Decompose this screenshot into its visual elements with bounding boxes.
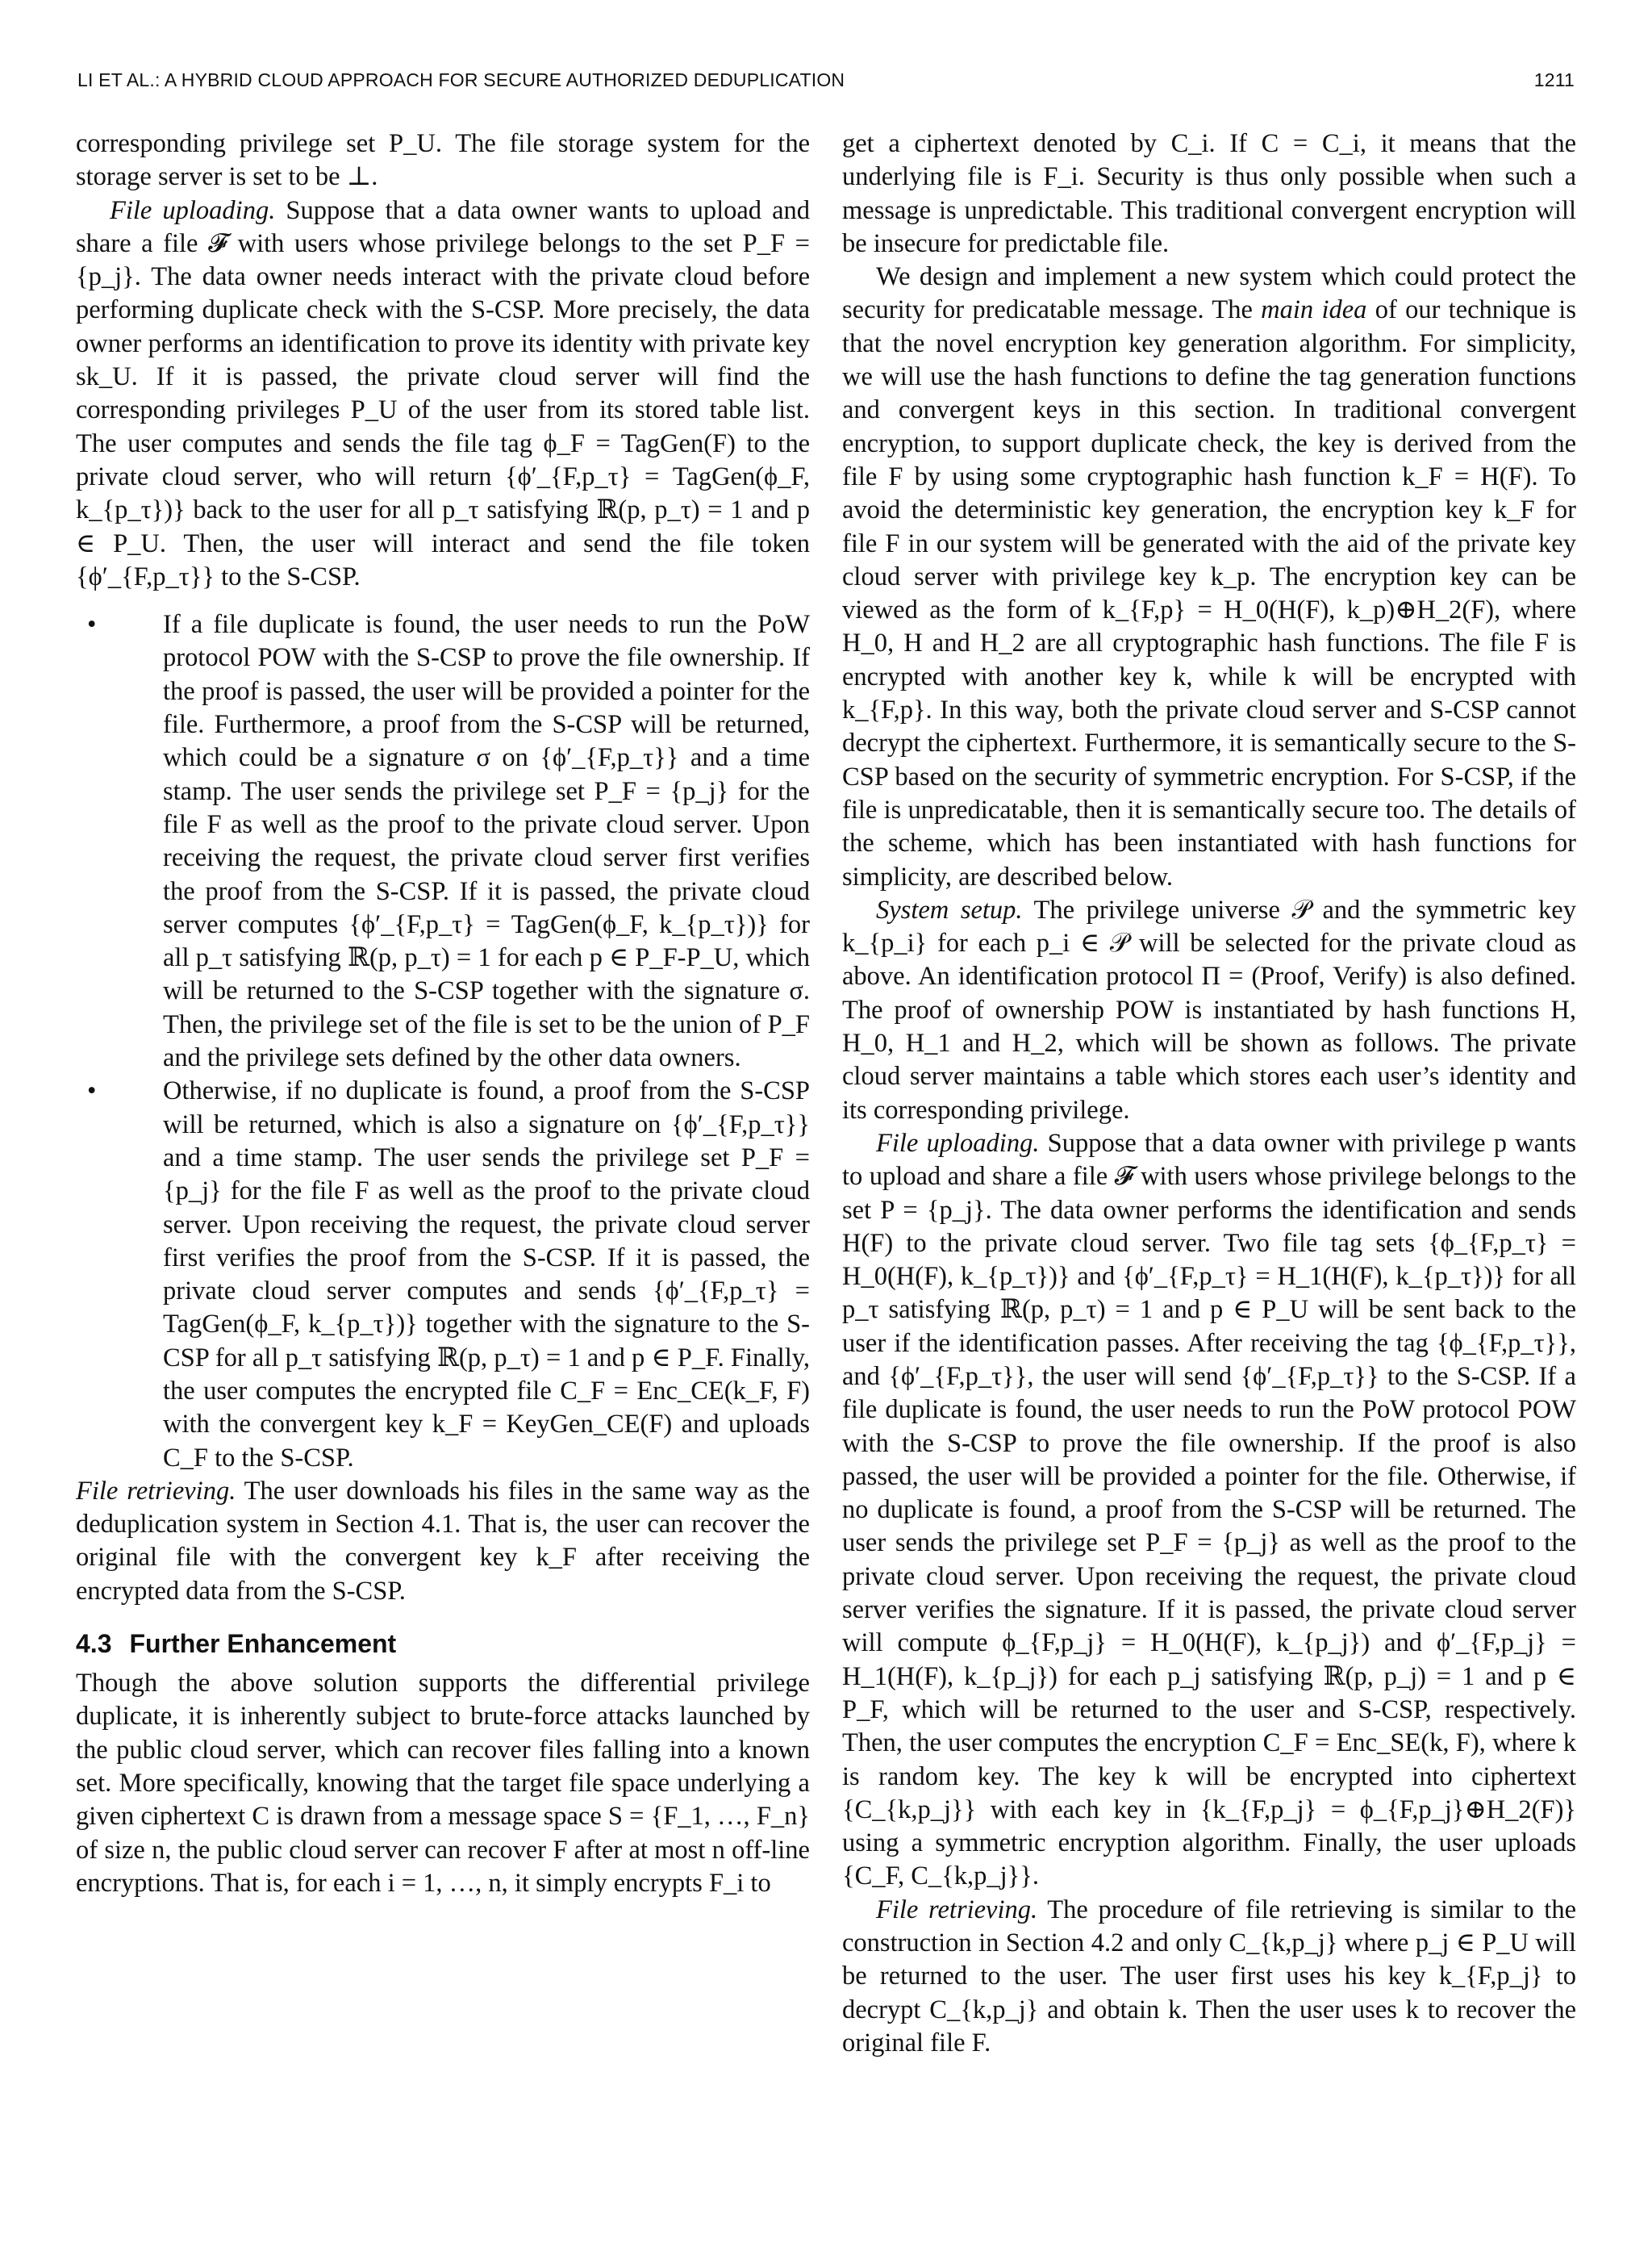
bullet-marker: • — [87, 610, 97, 640]
running-title: LI ET AL.: A HYBRID CLOUD APPROACH FOR SECURE AUTHORIZED DEDUPLICATION — [77, 69, 845, 90]
paragraph-design — [842, 261, 1576, 894]
run-in-heading-file-retrieving: File retrieving. — [76, 1476, 236, 1506]
paragraph-body: The privilege universe 𝒫 and the symmetric key k_{p_i} for each p_i ∈ 𝒫 will be selected for the private cloud as above. An identification protocol Π = (Proof, Verify) is also defined. The proof of ownership POW is instantiated by hash functions H, H_0, H_1 and H_2, which will be shown as follows. The private cloud server maintains a table which stores each user’s identity and its corresponding privilege. — [842, 895, 1576, 1125]
paragraph-body: We design and implement a new system which could protect the security for predicatable message. The — [842, 262, 1576, 325]
run-in-heading-file-uploading: File uploading. — [110, 195, 276, 225]
run-in-heading-file-uploading: File uploading. — [876, 1128, 1040, 1158]
paragraph-file-uploading-2 — [842, 1127, 1576, 1894]
paragraph-file-retrieving — [76, 1475, 810, 1608]
paragraph-continued: get a ciphertext denoted by C_i. If C = C_i, it means that the underlying file is F_i. Security is thus only possible when such a message is unpredictable. This traditional convergent encryption will be insecure for predictable file. — [842, 129, 1576, 258]
section-heading — [76, 1627, 810, 1661]
paragraph-body: The procedure of file retrieving is similar to the construction in Section 4.2 and only C_{k,p_j} where p_j ∈ P_U will be returned to the user. The user first uses his key k_{F,p_j} to decrypt C_{k,p_j} and obtain k. Then the user uses k to recover the original file F. — [842, 1895, 1576, 2058]
list-item-text: Otherwise, if no duplicate is found, a proof from the S-CSP will be returned, which is also a signature on {ϕ′_{F,p_τ}} and a time stamp. The user sends the privilege set P_F = {p_j} for the file F as well as the proof to the private cloud server. Upon receiving the request, the private cloud server first verifies the proof from the S-CSP. If it is passed, the private cloud server computes and sends {ϕ′_{F,p_τ} = TagGen(ϕ_F, k_{p_τ})} together with the signature to the S-CSP for all p_τ satisfying ℝ(p, p_τ) = 1 and p ∈ P_F. Finally, the user computes the encrypted file C_F = Enc_CE(k_F, F) with the convergent key k_F = KeyGen_CE(F) and uploads C_F to the S-CSP. — [163, 1076, 810, 1473]
paragraph-file-retrieving-2 — [842, 1894, 1576, 2060]
list-item — [76, 1075, 810, 1475]
paragraph-further-enhancement: Though the above solution supports the differential privilege duplicate, it is inherently subject to brute-force attacks launched by the public cloud server, which can recover files falling into a known set. More specifically, knowing that the target file space underlying a given ciphertext C is drawn from a message space S = {F_1, …, F_n} of size n, the public cloud server can recover F after at most n off-line encryptions. That is, for each i = 1, …, n, it simply encrypts F_i to — [76, 1669, 810, 1898]
paragraph-body: The user downloads his files in the same way as the deduplication system in Section 4.1. That is, the user can recover the original file with the convergent key k_F after receiving the encrypted data from the S-CSP. — [76, 1476, 810, 1606]
run-in-heading-system-setup: System setup. — [876, 895, 1023, 925]
run-in-heading-file-retrieving: File retrieving. — [876, 1895, 1038, 1924]
list-item-text: If a file duplicate is found, the user needs to run the PoW protocol POW with the S-CSP to prove the file ownership. If the proof is passed, the user will be provided a pointer for the file. Furthermore, a proof from the S-CSP will be returned, which could be a signature σ on {ϕ′_{F,p_τ}} and a time stamp. The user sends the privilege set P_F = {p_j} for the file F as well as the proof to the private cloud server. Upon receiving the request, the private cloud server first verifies the proof from the S-CSP. If it is passed, the private cloud server computes {ϕ′_{F,p_τ} = TagGen(ϕ_F, k_{p_τ})} for all p_τ satisfying ℝ(p, p_τ) = 1 for each p ∈ P_F-P_U, which will be returned to the S-CSP together with the signature σ. Then, the privilege set of the file is set to be the union of P_F and the privilege sets defined by the other data owners. — [163, 610, 810, 1073]
paragraph-body: Suppose that a data owner wants to upload and share a file 𝓕 with users whose privilege belongs to the set P_F = {p_j}. The data owner needs interact with the private cloud before performing duplicate check with the S-CSP. More precisely, the data owner performs an identification to prove its identity with private key sk_U. If it is passed, the private cloud server will find the corresponding privileges P_U of the user from its stored table list. The user computes and sends the file tag ϕ_F = TagGen(F) to the private cloud server, who will return {ϕ′_{F,p_τ} = TagGen(ϕ_F, k_{p_τ})} back to the user for all p_τ satisfying ℝ(p, p_τ) = 1 and p ∈ P_U. Then, the user will interact and send the file token {ϕ′_{F,p_τ}} to the S-CSP. — [76, 195, 811, 591]
bullet-list — [76, 608, 810, 1475]
page-number: 1211 — [1533, 69, 1575, 90]
bullet-marker: • — [87, 1076, 97, 1106]
paragraph-body: Suppose that a data owner with privilege p wants to upload and share a file 𝓕 with users whose privilege belongs to the set P = {p_j}. The data owner performs the identification and sends H(F) to the private cloud server. Two file tag sets {ϕ_{F,p_τ} = H_0(H(F), k_{p_τ})} and {ϕ′_{F,p_τ} = H_1(H(F), k_{p_τ})} for all p_τ satisfying ℝ(p, p_τ) = 1 and p ∈ P_U will be sent back to the user if the identification passes. After receiving the tag {ϕ_{F,p_τ}}, and {ϕ′_{F,p_τ}}, the user will send {ϕ′_{F,p_τ}} to the S-CSP. If a file duplicate is found, the user needs to run the PoW protocol POW with the S-CSP to prove the file ownership. If the proof is also passed, the user will be provided a pointer for the file. Otherwise, if no duplicate is found, a proof from the S-CSP will be returned. The user sends the privilege set P_F = {p_j} as well as the proof to the private cloud server. Upon receiving the request, the private cloud server verifies the signature. If it is passed, the private cloud server will compute ϕ_{F,p_j} = H_0(H(F), k_{p_j}) and ϕ′_{F,p_j} = H_1(H(F), k_{p_j}) for each p_j satisfying ℝ(p, p_j) = 1 and p ∈ P_F, which will be returned to the user and S-CSP, respectively. Then, the user computes the encryption C_F = Enc_SE(k, F), where k is random key. The key k will be encrypted into ciphertext {C_{k,p_j}} with each key in {k_{F,p_j} = ϕ_{F,p_j}⊕H_2(F)} using a symmetric encryption algorithm. Finally, the user uploads {C_F, C_{k,p_j}}. — [842, 1128, 1576, 1891]
left-column — [76, 127, 810, 1900]
section-title: Further Enhancement — [129, 1629, 397, 1659]
paragraph-file-uploading — [76, 194, 810, 595]
right-column — [842, 127, 1576, 2060]
paragraph-intro: corresponding privilege set P_U. The file storage system for the storage server is set to be ⊥. — [76, 129, 810, 192]
list-item — [76, 608, 810, 1075]
section-number: 4.3 — [76, 1629, 112, 1659]
paragraph-body: of our technique is that the novel encryption key generation algorithm. For simplicity, we will use the hash functions to define the tag generation functions and convergent keys in this section. In traditional convergent encryption, to support duplicate check, the key is derived from the file F by using some cryptographic hash function k_F = H(F). To avoid the deterministic key generation, the encryption key k_F for file F in our system will be generated with the aid of the private key cloud server with privilege key k_p. The encryption key can be viewed as the form of k_{F,p} = H_0(H(F), k_p)⊕H_2(F), where H_0, H and H_2 are all cryptographic hash functions. The file F is encrypted with another key k, while k will be encrypted with k_{F,p}. In this way, both the private cloud server and S-CSP cannot decrypt the ciphertext. Furthermore, it is semantically secure to the S-CSP based on the security of symmetric encryption. For S-CSP, if the file is unpredicatable, then it is semantically secure too. The details of the scheme, which has been instantiated with hash functions for simplicity, are described below. — [842, 295, 1576, 892]
paragraph-system-setup — [842, 894, 1576, 1127]
emphasis-main-idea: main idea — [1261, 295, 1367, 325]
